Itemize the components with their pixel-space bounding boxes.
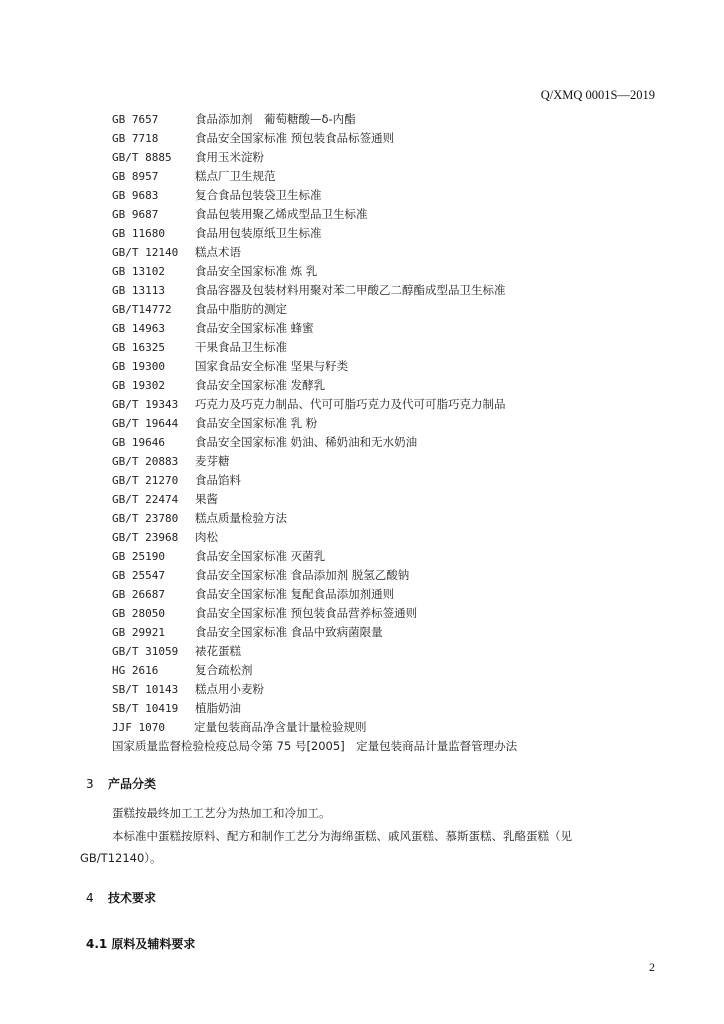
reference-row: [112, 414, 672, 433]
reference-code: GB/T14772: [112, 303, 172, 316]
reference-row: [112, 547, 672, 566]
reference-title: 食品安全国家标准 灭菌乳: [195, 549, 326, 563]
reference-code: GB 28050: [112, 607, 165, 620]
reference-title: 食品安全国家标准 复配食品添加剂通则: [195, 587, 395, 601]
reference-code: GB 7718: [112, 132, 159, 145]
reference-row: [112, 642, 672, 661]
section-3-paragraph-1: 蛋糕按最终加工工艺分为热加工和冷加工。: [112, 806, 331, 820]
reference-row: [112, 528, 672, 547]
reference-title: 食品安全国家标准 预包装食品营养标签通则: [195, 606, 418, 620]
reference-title: 糕点术语: [195, 245, 241, 259]
reference-code: GB/T 22474: [112, 493, 179, 506]
reference-row: [112, 167, 672, 186]
reference-title: 国家食品安全标准 坚果与籽类: [195, 359, 349, 373]
reference-row: [112, 490, 672, 509]
reference-row: [112, 224, 672, 243]
reference-code: GB 26687: [112, 588, 165, 601]
reference-code: GB/T 19644: [112, 417, 179, 430]
reference-row: [112, 243, 672, 262]
reference-title: 复合食品包装袋卫生标准: [195, 188, 322, 202]
reference-code: GB 8957: [112, 170, 159, 183]
reference-row: [112, 338, 672, 357]
section-3-title: 产品分类: [108, 777, 157, 791]
reference-title: 食品安全国家标准 蜂蜜: [195, 321, 314, 335]
reference-title: 麦芽糖: [195, 454, 230, 468]
reference-code: GB/T 21270: [112, 474, 179, 487]
reference-code: HG 2616: [112, 664, 159, 677]
reference-row: [112, 509, 672, 528]
reference-row: [112, 661, 672, 680]
reference-code: GB 25190: [112, 550, 165, 563]
reference-code: GB/T 19343: [112, 398, 179, 411]
reference-code: GB/T 31059: [112, 645, 179, 658]
page-number: 2: [649, 960, 655, 974]
reference-code: GB 7657: [112, 113, 159, 126]
reference-title: 食品容器及包装材料用聚对苯二甲酸乙二醇酯成型品卫生标准: [195, 283, 506, 297]
reference-title: 干果食品卫生标准: [195, 340, 287, 354]
section-3-paragraph-2-line-1: 本标准中蛋糕按原料、配方和制作工艺分为海绵蛋糕、戚风蛋糕、慕斯蛋糕、乳酪蛋糕（见: [112, 829, 572, 843]
reference-row: [112, 205, 672, 224]
reference-title: 食品安全国家标准 发酵乳: [195, 378, 326, 392]
reference-title: 食品安全国家标准 食品中致病菌限量: [195, 625, 383, 639]
reference-code: GB 9687: [112, 208, 159, 221]
reference-title: 食品馅料: [195, 473, 241, 487]
reference-row: [112, 566, 672, 585]
reference-code: GB/T 8885: [112, 151, 172, 164]
reference-code: GB 13113: [112, 284, 165, 297]
normative-references-list: [112, 110, 672, 756]
reference-code: SB/T 10419: [112, 702, 179, 715]
section-4-title: 技术要求: [108, 891, 157, 905]
reference-code: GB/T 12140: [112, 246, 179, 259]
reference-row: [112, 148, 672, 167]
reference-title: 食品安全国家标准 乳 粉: [195, 416, 318, 430]
reference-row: [112, 376, 672, 395]
section-3-paragraph-2-line-2: GB/T12140）。: [80, 851, 162, 865]
reference-row: [112, 680, 672, 699]
reference-code: GB 11680: [112, 227, 165, 240]
reference-title: 复合疏松剂: [195, 663, 253, 677]
reference-code: GB 19300: [112, 360, 165, 373]
reference-title: 食品安全国家标准 奶油、稀奶油和无水奶油: [195, 435, 418, 449]
reference-row: [112, 186, 672, 205]
reference-code: GB/T 20883: [112, 455, 179, 468]
reference-code: GB 13102: [112, 265, 165, 278]
reference-title: 食用玉米淀粉: [195, 150, 264, 164]
reference-title: 定量包装商品净含量计量检验规则: [194, 720, 367, 734]
reference-row: [112, 319, 672, 338]
reference-row: [112, 395, 672, 414]
reference-row: [112, 129, 672, 148]
reference-row: [112, 471, 672, 490]
reference-title: 食品安全国家标准 食品添加剂 脱氢乙酸钠: [195, 568, 410, 582]
reference-row: [112, 604, 672, 623]
reference-title: 果酱: [195, 492, 218, 506]
reference-row: [112, 262, 672, 281]
reference-title: 巧克力及巧克力制品、代可可脂巧克力及代可可脂巧克力制品: [195, 397, 506, 411]
reference-code: GB 14963: [112, 322, 165, 335]
reference-code: JJF 1070: [112, 721, 165, 734]
reference-title: 糕点质量检验方法: [195, 511, 287, 525]
reference-row: [112, 718, 672, 737]
reference-code: GB 29921: [112, 626, 165, 639]
section-4-number: 4: [86, 891, 94, 905]
reference-title: 糕点用小麦粉: [195, 682, 264, 696]
section-3-heading: [86, 775, 156, 792]
reference-title: 肉松: [195, 530, 218, 544]
reference-row: [112, 623, 672, 642]
reference-code: GB 25547: [112, 569, 165, 582]
reference-title: 植脂奶油: [195, 701, 241, 715]
reference-row: [112, 433, 672, 452]
reference-code: GB 16325: [112, 341, 165, 354]
reference-code: GB 19302: [112, 379, 165, 392]
reference-row: [112, 110, 672, 129]
reference-code: GB/T 23968: [112, 531, 179, 544]
reference-title: 食品安全国家标准 预包装食品标签通则: [195, 131, 395, 145]
reference-title: 食品安全国家标准 炼 乳: [195, 264, 318, 278]
reference-code: GB 9683: [112, 189, 159, 202]
reference-title: 食品用包装原纸卫生标准: [195, 226, 322, 240]
reference-title: 食品包装用聚乙烯成型品卫生标准: [195, 207, 368, 221]
regulation-title: 国家质量监督检验检疫总局令第 75 号[2005] 定量包装商品计量监督管理办法: [112, 739, 518, 753]
section-4-heading: [86, 889, 156, 906]
document-code: Q/XMQ 0001S—2019: [540, 88, 655, 102]
reference-row: [112, 699, 672, 718]
section-3-number: 3: [86, 777, 94, 791]
reference-row-regulation: [112, 737, 672, 756]
reference-code: SB/T 10143: [112, 683, 179, 696]
reference-code: GB/T 23780: [112, 512, 179, 525]
reference-row: [112, 357, 672, 376]
reference-title: 食品中脂肪的测定: [195, 302, 287, 316]
section-4-1-heading: 4.1 原料及辅料要求: [86, 937, 196, 951]
reference-title: 裱花蛋糕: [195, 644, 241, 658]
reference-row: [112, 452, 672, 471]
reference-code: GB 19646: [112, 436, 165, 449]
reference-row: [112, 300, 672, 319]
reference-row: [112, 585, 672, 604]
reference-row: [112, 281, 672, 300]
reference-title: 食品添加剂 葡萄糖酸—δ-内酯: [195, 112, 356, 126]
reference-title: 糕点厂卫生规范: [195, 169, 276, 183]
